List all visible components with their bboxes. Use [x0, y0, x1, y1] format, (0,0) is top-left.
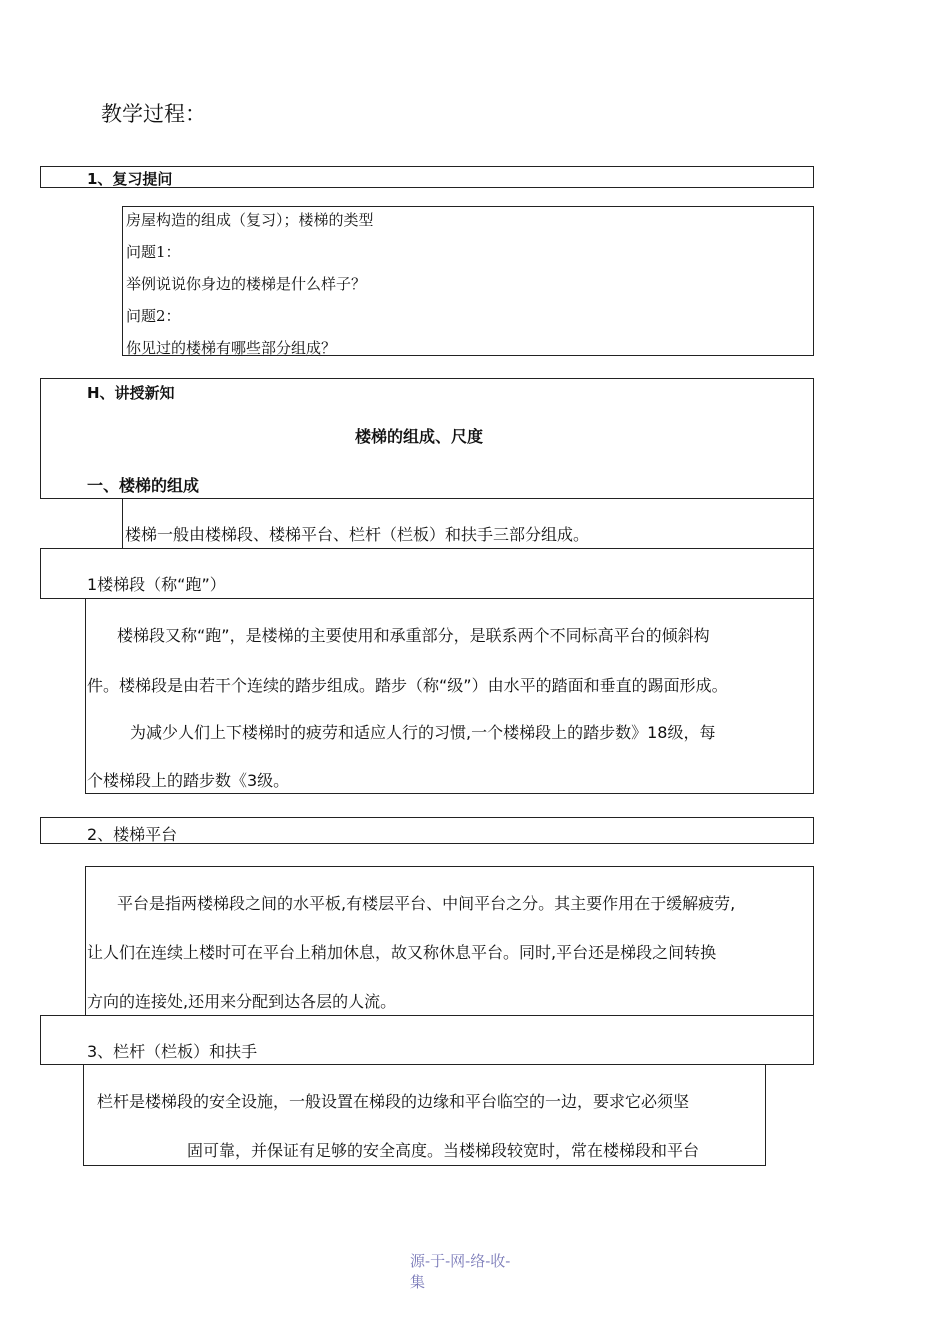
intro-text: 楼梯一般由楼梯段、楼梯平台、栏杆（栏板）和扶手三部分组成。 — [125, 525, 590, 544]
footer-source-line-1: 源-于-网-络-收- — [410, 1252, 511, 1270]
review-title: 1、复习提问 — [87, 170, 173, 188]
part3-line-1: 栏杆是楼梯段的安全设施，一般设置在梯段的边缘和平台临空的一边，要求它必须坚 — [97, 1092, 690, 1111]
part2-title: 2、楼梯平台 — [87, 825, 178, 844]
section-1-heading: 一、楼梯的组成 — [87, 476, 200, 495]
part2-line-2: 让人们在连续上楼时可在平台上稍加休息，故又称休息平台。同时,平台还是梯段之间转换 — [87, 943, 717, 962]
review-line-2: 问题1： — [126, 243, 181, 261]
review-line-4: 问题2： — [126, 307, 181, 325]
new-content-title: H、讲授新知 — [87, 384, 175, 402]
review-line-3: 举例说说你身边的楼梯是什么样子？ — [126, 275, 367, 293]
review-line-5: 你见过的楼梯有哪些部分组成？ — [126, 339, 337, 357]
part1-line-3: 为减少人们上下楼梯时的疲劳和适应人行的习惯,一个楼梯段上的踏步数》18级，每 — [130, 723, 716, 742]
review-line-1: 房屋构造的组成（复习）；楼梯的类型 — [126, 211, 374, 229]
part1-line-2: 件。楼梯段是由若干个连续的踏步组成。踏步（称“级”）由水平的踏面和垂直的踢面形成。 — [87, 676, 728, 695]
part3-title: 3、栏杆（栏板）和扶手 — [87, 1042, 258, 1061]
new-content-subtitle: 楼梯的组成、尺度 — [355, 427, 484, 446]
page-heading: 教学过程： — [101, 102, 206, 126]
part3-line-2: 固可靠，并保证有足够的安全高度。当楼梯段较宽时，常在楼梯段和平台 — [187, 1141, 700, 1160]
footer-source-line-2: 集 — [410, 1273, 426, 1291]
part1-title: 1楼梯段（称“跑”） — [87, 575, 226, 594]
part1-line-4: 个楼梯段上的踏步数《3级。 — [87, 771, 290, 790]
part2-line-1: 平台是指两楼梯段之间的水平板,有楼层平台、中间平台之分。其主要作用在于缓解疲劳, — [117, 894, 736, 913]
part1-line-1: 楼梯段又称“跑”，是楼梯的主要使用和承重部分，是联系两个不同标高平台的倾斜构 — [117, 626, 710, 645]
part2-line-3: 方向的连接处,还用来分配到达各层的人流。 — [87, 992, 397, 1011]
